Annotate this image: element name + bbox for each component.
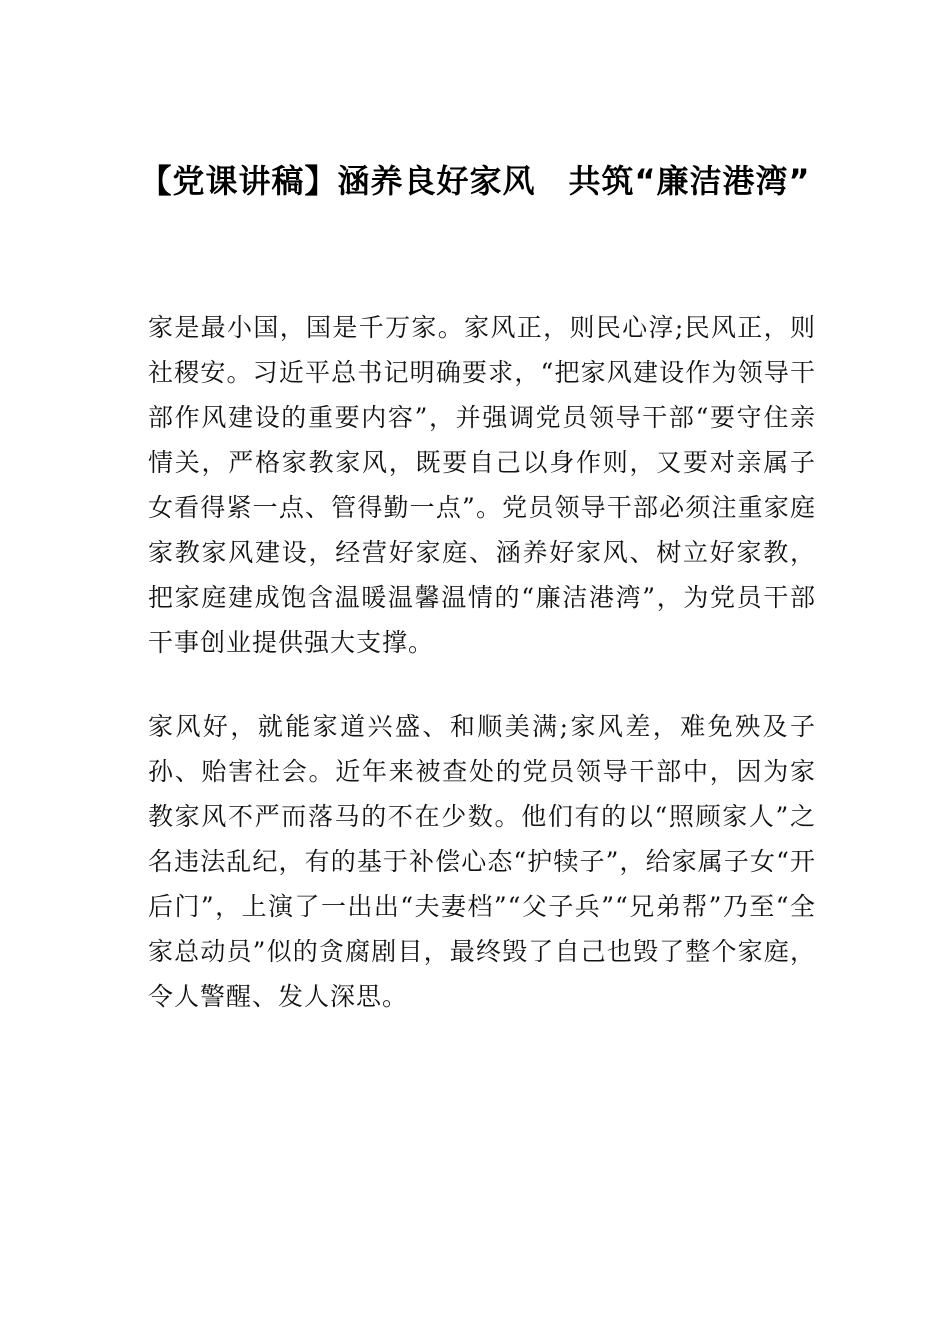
body-paragraph: 家风好，就能家道兴盛、和顺美满;家风差，难免殃及子孙、贻害社会。近年来被查处的党员领导干部中，因为家教家风不严而落马的不在少数。他们有的以“照顾家人”之名违法乱纪，有的基于补偿心态“护犊子”，给家属子女“开后门”，上演了一出出“夫妻档”“父子兵”“兄弟帮”乃至“全家总动员”似的贪腐剧目，最终毁了自己也毁了整个家庭，令人警醒、发人深思。 (148, 712, 816, 1011)
document-title: 【党课讲稿】涵养良好家风 共筑“廉洁港湾” (139, 162, 811, 200)
body-paragraph: 家是最小国，国是千万家。家风正，则民心淳;民风正，则社稷安。习近平总书记明确要求，“把家风建设作为领导干部作风建设的重要内容”，并强调党员领导干部“要守住亲情关，严格家教家风，既要自己以身作则，又要对亲属子女看得紧一点、管得勤一点”。党员领导干部必须注重家庭家教家风建设，经营好家庭、涵养好家风、树立好家教，把家庭建成饱含温暖温馨温情的“廉洁港湾”，为党员干部干事创业提供强大支撑。 (148, 313, 816, 657)
